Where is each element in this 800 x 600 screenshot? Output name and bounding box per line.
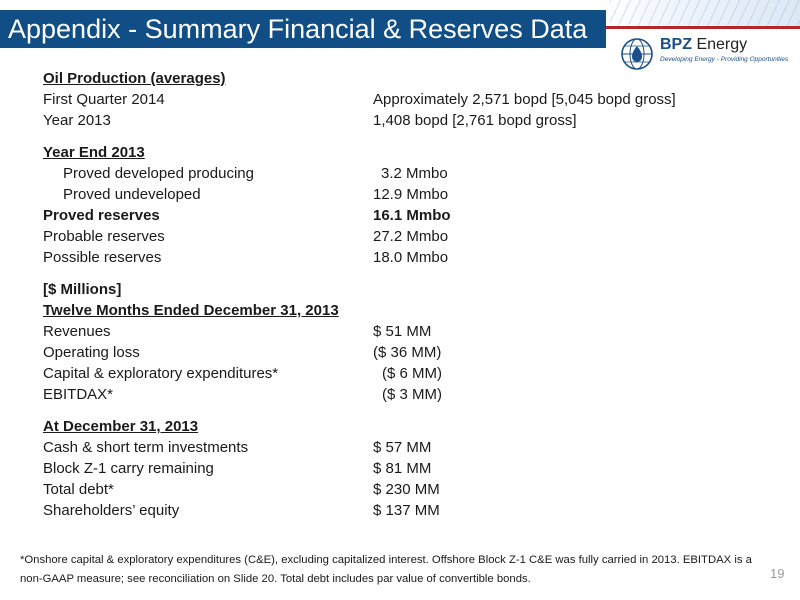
row-value: 3.2 Mmbo [381, 165, 448, 182]
row-value: ($ 36 MM) [373, 344, 442, 361]
row-label: Total debt* [43, 481, 114, 498]
row-label: EBITDAX* [43, 386, 114, 403]
data-row [43, 437, 743, 458]
row-value: ($ 6 MM) [382, 365, 442, 382]
row-label: Block Z-1 carry remaining [43, 460, 214, 477]
row-value: $ 81 MM [373, 460, 432, 477]
data-row [43, 384, 743, 405]
header-decoration-lines [610, 0, 800, 26]
data-row [43, 205, 743, 226]
data-row [43, 110, 743, 131]
globe-logo-icon [620, 37, 654, 71]
row-value: Approximately 2,571 bopd [5,045 bopd gross] [373, 91, 676, 108]
row-label: Capital & exploratory expenditures* [43, 365, 279, 382]
data-row [43, 184, 743, 205]
data-row [43, 458, 743, 479]
slide-content [43, 68, 743, 521]
data-row [43, 89, 743, 110]
row-value: 12.9 Mmbo [373, 186, 449, 203]
row-label: Year 2013 [43, 112, 111, 129]
section-heading-twelve-months: Twelve Months Ended December 31, 2013 [43, 302, 339, 319]
row-value: 27.2 Mmbo [373, 228, 449, 245]
row-label: Operating loss [43, 344, 140, 361]
data-row [43, 163, 743, 184]
row-label: Possible reserves [43, 249, 162, 266]
row-value: $ 137 MM [373, 502, 440, 519]
section-heading-oil-production: Oil Production (averages) [43, 70, 226, 87]
row-label: Proved undeveloped [63, 186, 201, 203]
row-label: Probable reserves [43, 228, 165, 245]
row-value: 18.0 Mmbo [373, 249, 449, 266]
data-row [43, 226, 743, 247]
data-row [43, 342, 743, 363]
row-value: $ 51 MM [373, 323, 432, 340]
row-value: ($ 3 MM) [382, 386, 442, 403]
data-row [43, 500, 743, 521]
logo-tagline: Developing Energy - Providing Opportunities [660, 56, 789, 63]
units-label: [$ Millions] [43, 281, 122, 298]
row-label: Proved developed producing [63, 165, 254, 182]
data-row [43, 363, 743, 384]
footnote: *Onshore capital & exploratory expenditures (C&E), excluding capitalized interest. Offshore Block Z-1 C&E was fully carried in 2013. EBITDAX is a non-GAAP measure; see reconciliation on Slide 20. Total debt includes par value of convertible bonds. [20, 554, 752, 585]
section-heading-year-end: Year End 2013 [43, 144, 145, 161]
data-row [43, 321, 743, 342]
row-value: $ 230 MM [373, 481, 440, 498]
row-label: Revenues [43, 323, 111, 340]
row-label: Shareholders’ equity [43, 502, 180, 519]
company-logo [620, 36, 790, 72]
data-row [43, 479, 743, 500]
slide-title: Appendix - Summary Financial & Reserves Data [0, 10, 606, 48]
row-label: Cash & short term investments [43, 439, 249, 456]
row-label: First Quarter 2014 [43, 91, 165, 108]
header-red-rule [600, 26, 800, 29]
logo-name-regular: Energy [696, 36, 748, 53]
row-value: 16.1 Mmbo [373, 207, 451, 224]
data-row [43, 247, 743, 268]
row-value: 1,408 bopd [2,761 bopd gross] [373, 112, 577, 129]
logo-name-bold: BPZ [660, 36, 692, 53]
row-value: $ 57 MM [373, 439, 432, 456]
row-label: Proved reserves [43, 207, 160, 224]
logo-name [660, 36, 747, 54]
section-heading-at-december: At December 31, 2013 [43, 418, 199, 435]
page-number: 19 [770, 566, 785, 581]
